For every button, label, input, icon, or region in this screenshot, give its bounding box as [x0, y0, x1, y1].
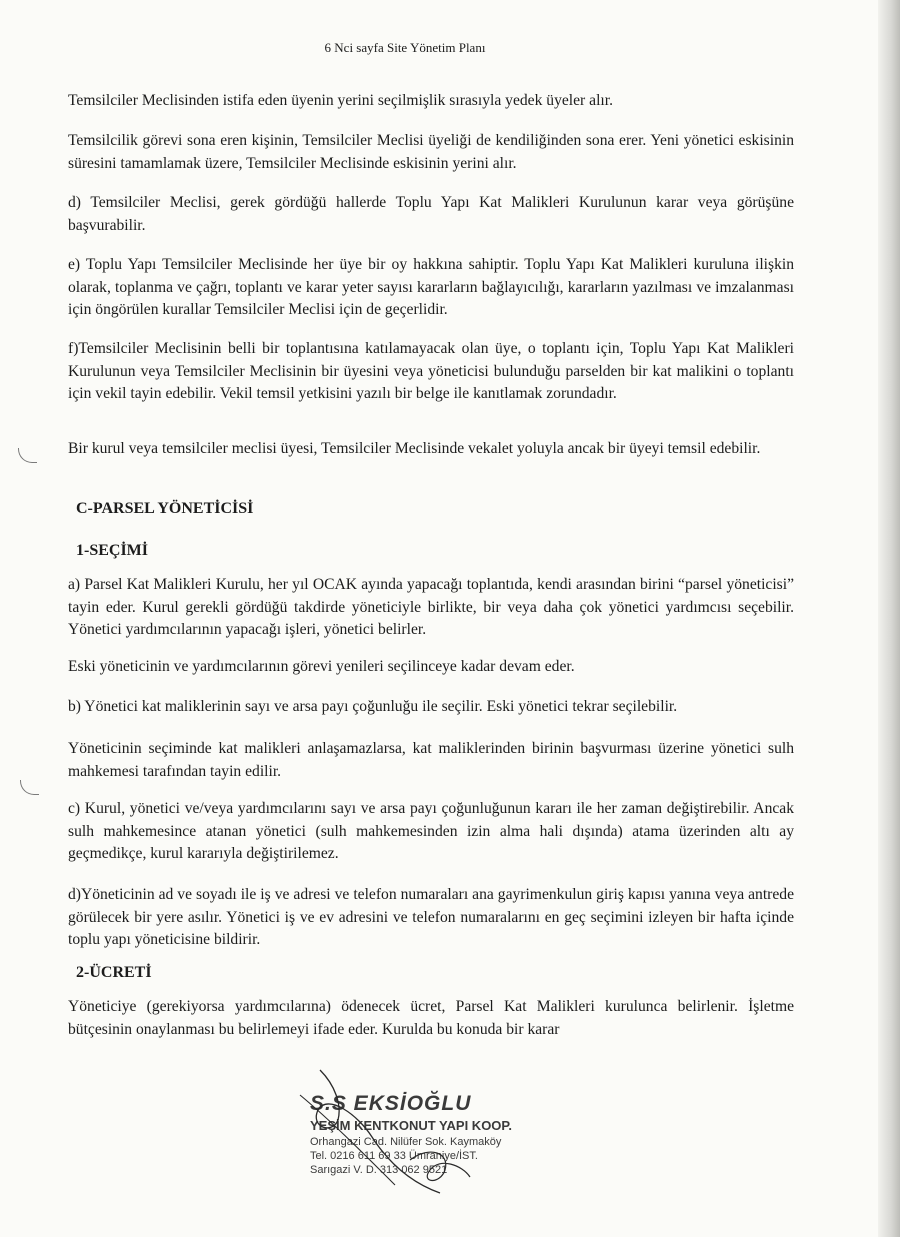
- paragraph: f)Temsilciler Meclisinin belli bir toplantısına katılamayacak olan üye, o toplantı için, Toplu Yapı Kat Malikleri Kurulunun veya Temsilciler Meclisinin bir üyesini veya yöneticisi bulunduğu parselden bir kat malikini o toplantı için vekil tayin edebilir. Vekil temsil yetkisini yazılı bir belge ile kanıtlamak zorundadır.: [68, 340, 794, 402]
- paragraph: a) Parsel Kat Malikleri Kurulu, her yıl OCAK ayında yapacağı toplantıda, kendi arasından birini “parsel yöneticisi” tayin eder. Kurul gerekli gördüğü takdirde yöneticiyle birlikte, bir veya daha çok yönetici yardımcısı seçebilir. Yönetici yardımcılarının yapacağı işleri, yönetici belirler.: [68, 576, 794, 638]
- section-heading: C-PARSEL YÖNETİCİSİ: [76, 500, 254, 517]
- paragraph: Temsilciler Meclisinden istifa eden üyenin yerini seçilmişlik sırasıyla yedek üyeler alır.: [68, 92, 613, 109]
- punch-hole-mark: [18, 448, 37, 463]
- page-header: 6 Nci sayfa Site Yönetim Planı: [324, 40, 486, 55]
- stamp-tax-office: Sarıgazi V. D. 313 062 9521: [310, 1164, 448, 1176]
- paragraph: Eski yöneticinin ve yardımcılarının görevi yenileri seçilinceye kadar devam eder.: [68, 658, 575, 675]
- handwritten-signature: [280, 1065, 480, 1205]
- paragraph: d)Yöneticinin ad ve soyadı ile iş ve adresi ve telefon numaraları ana gayrimenkulun giriş kapısı yanına veya antrede görülecek bir yere asılır. Yönetici iş ve ev adresini ve telefon numaralarını en geç seçimini izleyen bir hafta içinde toplu yapı yöneticisine bildirir.: [68, 886, 794, 948]
- punch-hole-mark: [20, 780, 39, 795]
- stamp-address: Orhangazi Cad. Nilüfer Sok. Kaymaköy: [310, 1136, 502, 1148]
- subsection-heading: 2-ÜCRETİ: [76, 964, 152, 981]
- stamp-cooperative: YEŞİM KENTKONUT YAPI KOOP.: [310, 1118, 513, 1133]
- paragraph: Yöneticiye (gerekiyorsa yardımcılarına) ödenecek ücret, Parsel Kat Malikleri kurulunca belirlenir. İşletme bütçesinin onaylanması bu belirlemeyi ifade eder. Kurulda bu konuda bir karar: [68, 998, 794, 1038]
- scan-edge: [878, 0, 900, 1237]
- paragraph: b) Yönetici kat maliklerinin sayı ve arsa payı çoğunluğu ile seçilir. Eski yönetici tekrar seçilebilir.: [68, 698, 678, 715]
- paragraph: Temsilcilik görevi sona eren kişinin, Temsilciler Meclisi üyeliği de kendiliğinden sona erer. Yeni yönetici eskisinin süresini tamamlamak üzere, Temsilciler Meclisinde eskisinin yerini alır.: [68, 132, 794, 172]
- paragraph: Yöneticinin seçiminde kat malikleri anlaşamazlarsa, kat maliklerinden birinin başvurması üzerine yönetici sulh mahkemesi tarafından tayin edilir.: [68, 740, 794, 780]
- stamp-company-name: S.S EKSİOĞLU: [310, 1092, 472, 1115]
- paragraph: e) Toplu Yapı Temsilciler Meclisinde her üye bir oy hakkına sahiptir. Toplu Yapı Kat Malikleri kuruluna ilişkin olarak, toplanma ve çağrı, toplantı ve karar yeter sayısı kararların bağlayıcılığı, kararların yazılması ve imzalanması için öngörülen kurallar Temsilciler Meclisi için de geçerlidir.: [68, 256, 794, 318]
- stamp-phone: Tel. 0216 611 69 33 Ümraniye/İST.: [310, 1150, 478, 1162]
- subsection-heading: 1-SEÇİMİ: [76, 542, 149, 559]
- paragraph: Bir kurul veya temsilciler meclisi üyesi, Temsilciler Meclisinde vekalet yoluyla ancak bir üyeyi temsil edebilir.: [68, 440, 761, 457]
- paragraph: c) Kurul, yönetici ve/veya yardımcılarını sayı ve arsa payı çoğunluğunun kararı ile her zaman değiştirebilir. Ancak sulh mahkemesince atanan yönetici (sulh mahkemesinden izin alma hali dışında) atama üzerinden altı ay geçmedikçe, kurul kararıyla değiştirilemez.: [68, 800, 794, 862]
- paragraph: d) Temsilciler Meclisi, gerek gördüğü hallerde Toplu Yapı Kat Malikleri Kurulunun karar veya görüşüne başvurabilir.: [68, 194, 794, 234]
